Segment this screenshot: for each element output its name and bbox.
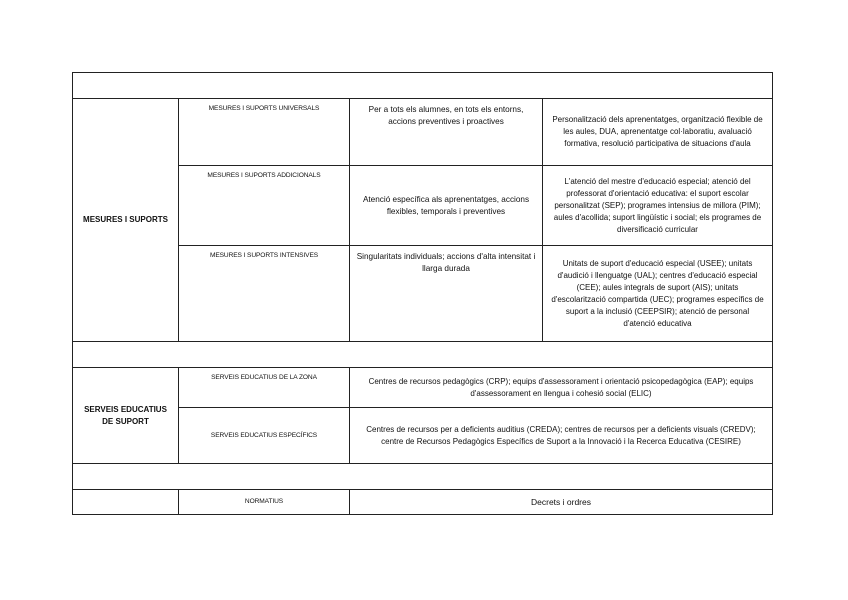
- row-detail: Centres de recursos per a deficients auditius (CREDA); centres de recursos per a deficients visuals (CREDV); centre de Recursos Pedagògics Específics de Suport a la Innovació i la Recerca Educativa (CESIRE): [350, 408, 773, 464]
- row-detail: L'atenció del mestre d'educació especial; atenció del professorat d'orientació educativa: el suport escolar personalitzat (SEP); programes intensius de millora (PIM); aules d'acollida; suport lingüístic i social; els programes de diversificació curricular: [543, 166, 773, 246]
- table-row: [73, 490, 773, 515]
- category-mesures: MESURES I SUPORTS: [73, 99, 179, 342]
- empty-cell: [73, 464, 773, 490]
- row-name: MESURES I SUPORTS INTENSIVES: [179, 246, 350, 342]
- empty-cell: [73, 342, 773, 368]
- row-description: Per a tots els alumnes, en tots els entorns, accions preventives i proactives: [350, 99, 543, 166]
- empty-cell: [73, 73, 773, 99]
- row-detail: Unitats de suport d'educació especial (USEE); unitats d'audició i llenguatge (UAL); centres d'educació especial (CEE); aules integrals de suport (AIS); unitats d'escolarització compartida (UEC); programes específics de suport a la inclusió (CEEPSIR); atenció de personal d'atenció educativa: [543, 246, 773, 342]
- table-row: [73, 99, 773, 166]
- row-description: Atenció específica als aprenentatges, accions flexibles, temporals i preventives: [350, 166, 543, 246]
- row-name: SERVEIS EDUCATIUS DE LA ZONA: [179, 368, 350, 408]
- row-detail: Personalització dels aprenentatges, organització flexible de les aules, DUA, aprenentatge col·laboratiu, avaluació formativa, resolució participativa de situacions d'aula: [543, 99, 773, 166]
- spacer-row: [73, 73, 773, 99]
- row-name: MESURES I SUPORTS UNIVERSALS: [179, 99, 350, 166]
- row-description: Singularitats individuals; accions d'alta intensitat i llarga durada: [350, 246, 543, 342]
- support-measures-table: [72, 72, 773, 515]
- table-row: [73, 368, 773, 408]
- row-name: MESURES I SUPORTS ADDICIONALS: [179, 166, 350, 246]
- row-name: SERVEIS EDUCATIUS ESPECÍFICS: [179, 408, 350, 464]
- spacer-row: [73, 342, 773, 368]
- category-serveis: SERVEIS EDUCATIUS DE SUPORT: [73, 368, 179, 464]
- row-detail: Decrets i ordres: [350, 490, 773, 515]
- row-name: NORMATIUS: [179, 490, 350, 515]
- empty-cell: [73, 490, 179, 515]
- spacer-row: [73, 464, 773, 490]
- row-detail: Centres de recursos pedagògics (CRP); equips d'assessorament i orientació psicopedagògica (EAP); equips d'assessorament en llengua i cohesió social (ELIC): [350, 368, 773, 408]
